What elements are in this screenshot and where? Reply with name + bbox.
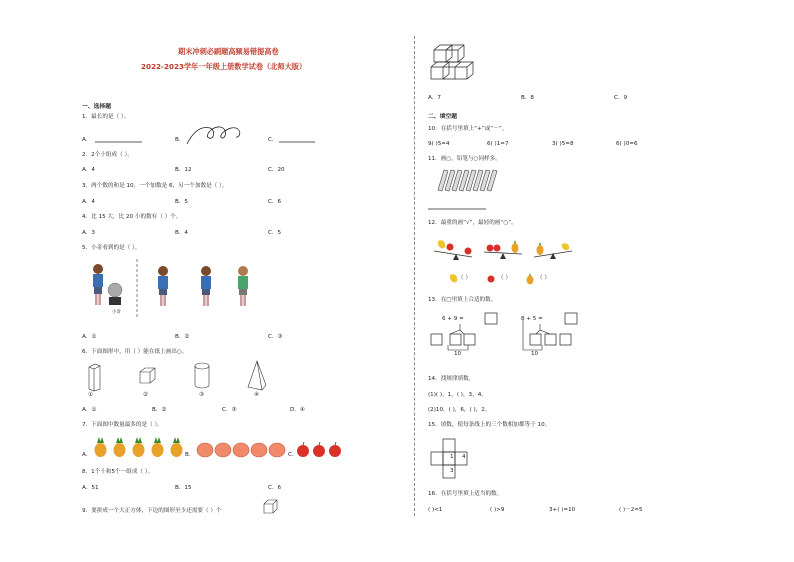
- pyramid-icon: [246, 360, 268, 392]
- section-choice-heading: 一、选择题: [82, 104, 111, 110]
- q10-item-2: 6( )1=7: [487, 141, 509, 147]
- q12-mark-2: （ ）: [498, 275, 511, 281]
- question-7: 7．下面图中数量最多的是（ ）。: [82, 422, 163, 428]
- q8-option-c: C．6: [268, 485, 282, 491]
- question-2: 2．2个十组成（ ）。: [82, 152, 133, 158]
- question-10: 10．在括号里填上“+”或“－”。: [428, 126, 508, 132]
- q14-part-1: (1)( )，1，( )，3，4。: [428, 392, 487, 398]
- q14-part-2: (2)10，( )，6，( )，2。: [428, 407, 491, 413]
- q12-mark-3: （ ）: [537, 275, 550, 281]
- q2-option-a: A．4: [82, 167, 95, 173]
- question-1: 1．最长的是（ ）。: [82, 114, 130, 120]
- q9-option-b: B．8: [521, 95, 534, 101]
- column-divider: [414, 36, 415, 516]
- q7-option-b: B．: [185, 452, 195, 458]
- peaches-group: [196, 440, 288, 458]
- three-boys-figure: [154, 266, 264, 310]
- question-16: 16．在括号里填上适当的数。: [428, 491, 503, 497]
- q13-left-ten: 10: [454, 351, 462, 357]
- apples-group: [296, 442, 346, 458]
- q3-option-b: B．5: [175, 199, 188, 205]
- q13-left-equation: 6 + 9 =: [442, 316, 464, 322]
- q3-option-c: C．6: [268, 199, 282, 205]
- q13-right-ten: 10: [531, 351, 539, 357]
- q6-option-a: A．①: [82, 407, 97, 413]
- q9-option-c: C．9: [614, 95, 628, 101]
- q6-option-b: B．②: [152, 407, 167, 413]
- q13-right-equation: 8 + 5 =: [521, 316, 543, 322]
- grid-cell-4: 4: [462, 454, 466, 460]
- q6-option-d: D．④: [290, 407, 305, 413]
- q3-option-a: A．4: [82, 199, 95, 205]
- q4-option-b: B．4: [175, 230, 188, 236]
- q10-item-1: 9( )5=4: [428, 141, 450, 147]
- question-13: 13．在□里填上合适的数。: [428, 297, 497, 303]
- q9-option-a: A．7: [428, 95, 441, 101]
- q4-option-c: C．5: [268, 230, 282, 236]
- q16-item-4: ( )－2=5: [619, 507, 643, 513]
- q8-option-b: B．15: [175, 485, 192, 491]
- q10-item-3: 3( )5=8: [552, 141, 574, 147]
- question-3: 3．两个数的和是 10，一个加数是 6，另一个加数是（ ）。: [82, 183, 228, 189]
- exam-subtitle: 2022-2023学年一年级上册数学试卷（北师大版）: [141, 62, 307, 71]
- curly-line-figure: [186, 124, 246, 146]
- boy-and-xiaoqi-figure: [88, 262, 133, 314]
- q6-mark-1: ①: [88, 392, 94, 398]
- q1-option-a: A．: [82, 137, 92, 143]
- q6-option-c: C．③: [222, 407, 237, 413]
- q4-option-a: A．3: [82, 230, 95, 236]
- short-line-figure: [279, 141, 317, 143]
- q13-left-diagram: [428, 310, 500, 354]
- q1-option-b: B．: [175, 137, 185, 143]
- answer-line: [428, 208, 488, 210]
- xiaoqi-caption: 小奇: [112, 310, 121, 315]
- q1-option-c: C．: [268, 137, 278, 143]
- balance-scales-figure: [432, 238, 582, 268]
- q7-option-a: A．: [82, 452, 92, 458]
- exam-title: 期末冲刺必刷题高频易错提高卷: [178, 47, 279, 56]
- question-15: 15．填数，使每条线上的三个数相加都等于 10。: [428, 422, 551, 428]
- q8-option-a: A．51: [82, 485, 99, 491]
- q10-item-4: 6( )0=6: [616, 141, 638, 147]
- q16-item-2: ( )>9: [490, 507, 505, 513]
- section-fill-heading: 二、填空题: [428, 114, 457, 120]
- q2-option-c: C．20: [268, 167, 285, 173]
- question-9: 9．要拼成一个大正方体，下边的图形至少还需要（ ）个: [82, 508, 222, 514]
- q2-option-b: B．12: [175, 167, 192, 173]
- q13-right-diagram: [514, 310, 586, 354]
- q6-mark-3: ③: [199, 392, 205, 398]
- q6-mark-4: ④: [254, 392, 260, 398]
- pencils-figure: [436, 168, 498, 192]
- question-14: 14．找规律填数。: [428, 376, 475, 382]
- cylinder-icon: [194, 362, 212, 390]
- separator-line: [136, 259, 138, 319]
- grid-cell-3: 3: [450, 468, 454, 474]
- question-12: 12．最重的画“√”，最轻的画“○”。: [428, 220, 517, 226]
- q5-option-c: C．③: [268, 334, 283, 340]
- small-cube-icon: [263, 499, 279, 515]
- question-5: 5．小奇看到的是（ ）。: [82, 245, 141, 251]
- cuboid-icon: [86, 362, 102, 392]
- q12-mark-1: （ ）: [458, 275, 471, 281]
- question-11: 11．画○，铅笔与○同样多。: [428, 156, 501, 162]
- stacked-cubes-figure: [430, 42, 476, 88]
- question-4: 4．比 15 大，比 20 小的数有（ ）个。: [82, 214, 182, 220]
- q16-item-3: 3+( )=10: [549, 507, 576, 513]
- q5-option-a: A．①: [82, 334, 97, 340]
- q6-mark-2: ②: [143, 392, 149, 398]
- question-8: 8．1个十和5个一组成（ ）。: [82, 469, 154, 475]
- straight-line-figure: [95, 141, 143, 143]
- q5-option-b: B．②: [175, 334, 190, 340]
- pineapples-group: [92, 436, 188, 458]
- grid-cell-1: 1: [450, 454, 454, 460]
- q7-option-c: C．: [288, 452, 298, 458]
- question-6: 6．下面图形中，用（ ）能在纸上画出○。: [82, 349, 188, 355]
- cube-icon: [138, 366, 158, 386]
- q16-item-1: ( )<1: [428, 507, 443, 513]
